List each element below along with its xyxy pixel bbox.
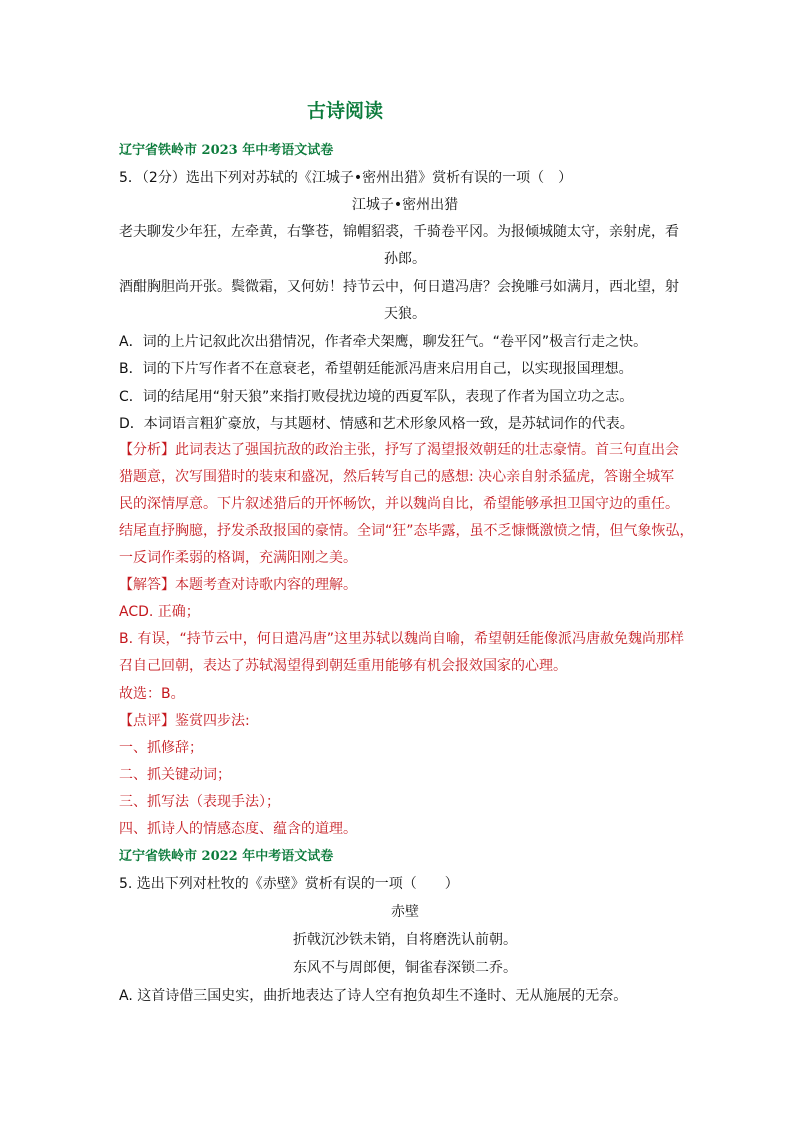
page-title: 古诗阅读	[306, 100, 383, 122]
analysis-line: 结尾直抒胸臆，抒发杀敌报国的豪情。全词“狂”态毕露，虽不乏慷慨激愤之情，但气象恢弘，	[119, 523, 694, 539]
poem-line: 酒酣胸胆尚开张。鬓微霜，又何妨！持节云中，何日遣冯唐？会挽雕弓如满月，西北望，射	[119, 279, 679, 295]
answer-line: B. 有误，“持节云中，何日遣冯唐”这里苏轼以魏尚自喻，希望朝廷能像派冯唐赦免魏尚那样	[119, 631, 685, 647]
step-item: 三、抓写法（表现手法）；	[119, 794, 280, 810]
analysis-line: 一反词作柔弱的格调，充满阳刚之美。	[119, 550, 357, 566]
answer-heading: 【解答】本题考查对诗歌内容的理解。	[119, 577, 357, 593]
option-a: A. 这首诗借三国史实，曲折地表达了诗人空有抱负却生不逢时、无从施展的无奈。	[119, 988, 628, 1004]
question-text: 5. 选出下列对杜牧的《赤壁》赏析有误的一项（ ）	[119, 876, 459, 892]
step-item: 二、抓关键动词；	[119, 767, 231, 783]
poem-line: 东风不与周郎便，铜雀春深锁二乔。	[293, 960, 517, 976]
analysis-line: 民的深情厚意。下片叙述猎后的开怀畅饮，并以魏尚自比，希望能够承担卫国守边的重任。	[119, 496, 679, 512]
option-d: D．本词语言粗犷豪放，与其题材、情感和艺术形象风格一致，是苏轼词作的代表。	[119, 416, 634, 432]
question-text: 5．（2分）选出下列对苏轼的《江城子•密州出猎》赏析有误的一项（ ）	[119, 170, 573, 186]
analysis-line: 【分析】此词表达了强国抗敌的政治主张，抒写了渴望报效朝廷的壮志豪情。首三句直出会	[119, 442, 679, 458]
poem-line: 天狼。	[384, 306, 426, 322]
analysis-line: 猎题意，次写围猎时的装束和盛况，然后转写自己的感想: 决心亲自射杀猛虎，答谢全城军	[119, 469, 675, 485]
final-choice: 故选：B。	[119, 686, 185, 702]
option-c: C．词的结尾用“射天狼”来指打败侵扰边境的西夏军队，表现了作者为国立功之志。	[119, 389, 634, 405]
answer-line: ACD. 正确；	[119, 604, 200, 620]
option-b: B．词的下片写作者不在意衰老，希望朝廷能派冯唐来启用自己，以实现报国理想。	[119, 361, 633, 377]
step-item: 四、抓诗人的情感态度、蕴含的道理。	[119, 821, 357, 837]
option-a: A．词的上片记叙此次出猎情况，作者牵犬架鹰，聊发狂气。“卷平冈”极言行走之快。	[119, 334, 648, 350]
step-item: 一、抓修辞；	[119, 740, 203, 756]
poem-title: 江城子•密州出猎	[351, 197, 459, 213]
poem-line: 折戟沉沙铁未销，自将磨洗认前朝。	[293, 932, 517, 948]
poem-title: 赤壁	[391, 904, 419, 920]
poem-line: 老夫聊发少年狂，左牵黄，右擎苍，锦帽貂裘，千骑卷平冈。为报倾城随太守，亲射虎，看	[119, 224, 679, 240]
source-label-2023: 辽宁省铁岭市 2023 年中考语文试卷	[119, 143, 334, 158]
comment-heading: 【点评】鉴赏四步法:	[119, 713, 250, 729]
source-label-2022: 辽宁省铁岭市 2022 年中考语文试卷	[119, 849, 334, 864]
poem-line: 孙郎。	[384, 251, 426, 267]
answer-line: 召自己回朝，表达了苏轼渴望得到朝廷重用能够有机会报效国家的心理。	[119, 658, 567, 674]
